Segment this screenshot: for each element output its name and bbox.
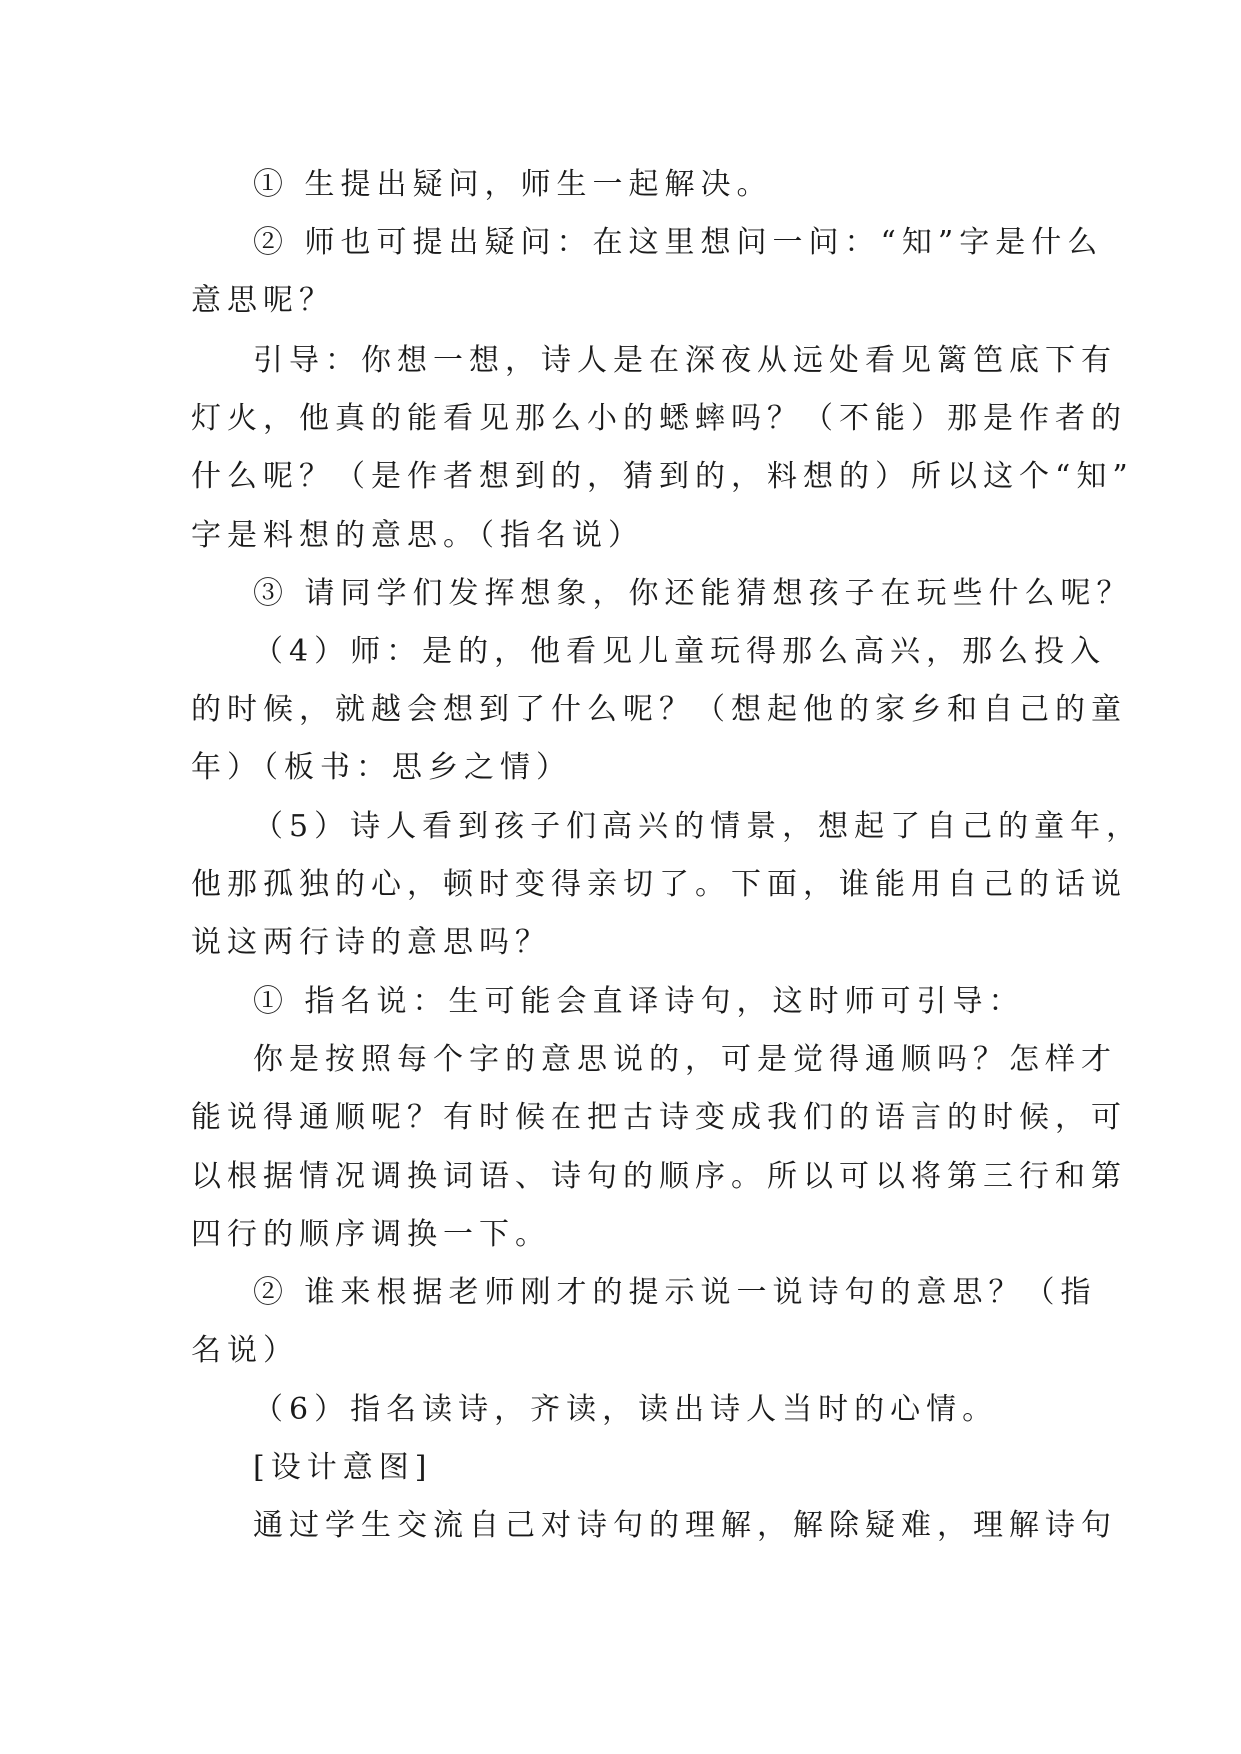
text-line: （5）诗人看到孩子们高兴的情景，想起了自己的童年， (253, 809, 1143, 844)
text-line: 年）（板书：思乡之情） (191, 750, 572, 785)
text-line: 他那孤独的心，顿时变得亲切了。下面，谁能用自己的话说 (191, 867, 1127, 902)
text-line: ③ 请同学们发挥想象，你还能猜想孩子在玩些什么呢？ (253, 576, 1133, 611)
text-line: 字是料想的意思。（指名说） (191, 518, 644, 553)
text-line: 能说得通顺呢？有时候在把古诗变成我们的语言的时候，可 (191, 1100, 1127, 1135)
text-line: 你是按照每个字的意思说的，可是觉得通顺吗？怎样才 (253, 1042, 1117, 1077)
text-line: ① 生提出疑问，师生一起解决。 (253, 167, 773, 202)
text-line: 四行的顺序调换一下。 (191, 1217, 551, 1252)
text-line: 什么呢？（是作者想到的，猜到的，料想的）所以这个“知” (191, 459, 1134, 494)
text-line: 名说） (191, 1333, 299, 1368)
text-line: 的时候，就越会想到了什么呢？（想起他的家乡和自己的童 (191, 692, 1127, 727)
text-line: ① 指名说：生可能会直译诗句，这时师可引导： (253, 984, 1025, 1019)
text-line: （6）指名读诗，齐读，读出诗人当时的心情。 (253, 1392, 999, 1427)
text-line: [设计意图] (253, 1450, 433, 1485)
text-line: （4）师：是的，他看见儿童玩得那么高兴，那么投入 (253, 634, 1107, 669)
text-line: ② 谁来根据老师刚才的提示说一说诗句的意思？（指 (253, 1275, 1097, 1310)
text-line: 通过学生交流自己对诗句的理解，解除疑难，理解诗句 (253, 1508, 1117, 1543)
text-line: 意思呢？ (191, 283, 335, 318)
text-line: 灯火，他真的能看见那么小的蟋蟀吗？（不能）那是作者的 (191, 401, 1127, 436)
text-line: 以根据情况调换词语、诗句的顺序。所以可以将第三行和第 (191, 1159, 1127, 1194)
text-line: 说这两行诗的意思吗？ (191, 925, 551, 960)
text-line: ② 师也可提出疑问：在这里想问一问：“知”字是什么 (253, 225, 1104, 260)
text-line: 引导：你想一想，诗人是在深夜从远处看见篱笆底下有 (253, 343, 1117, 378)
